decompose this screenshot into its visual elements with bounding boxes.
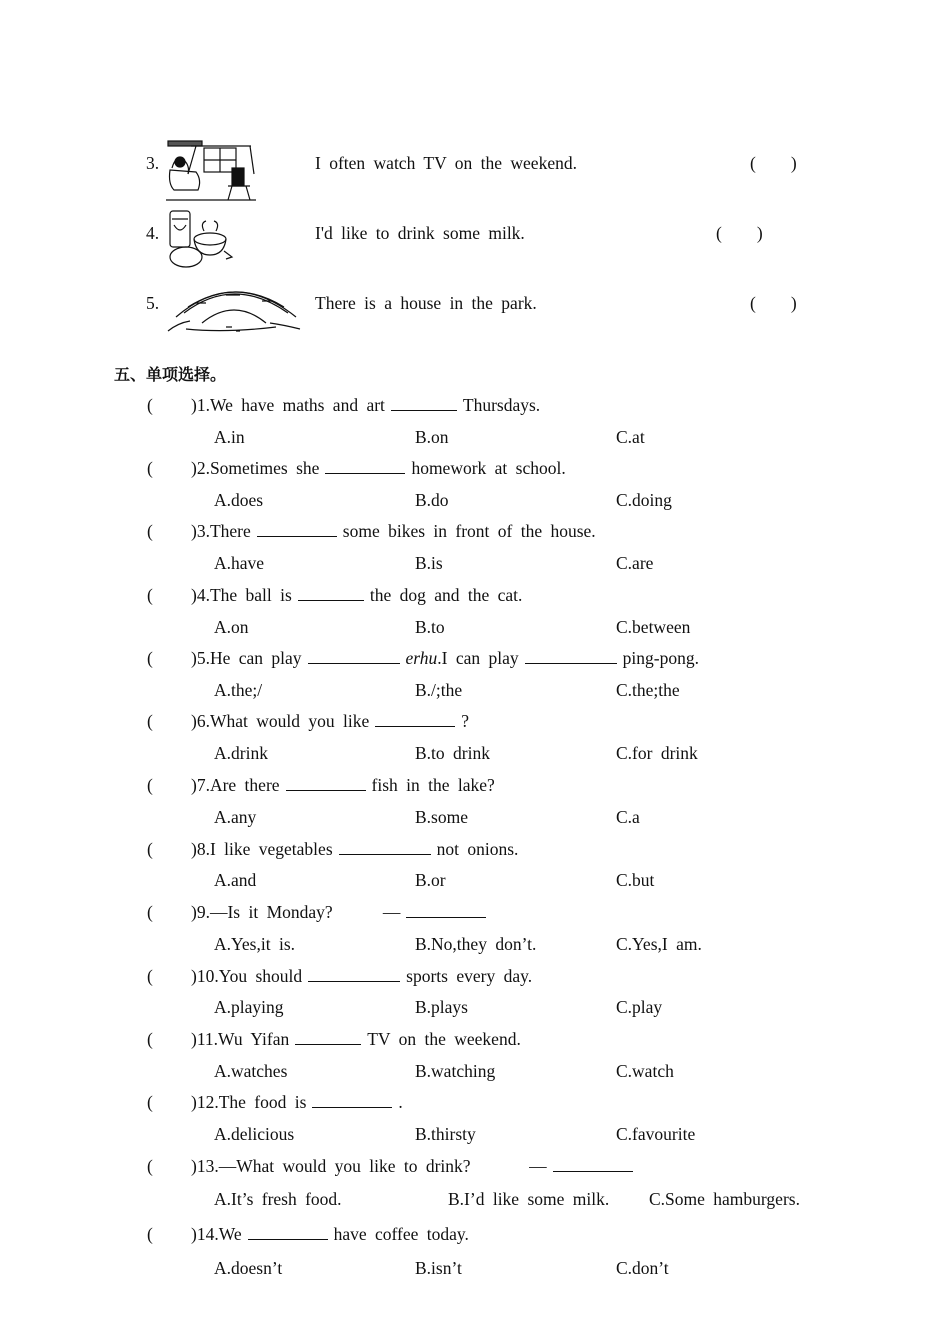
question-text: sports every day. [406,966,533,986]
answer-blank[interactable] [375,711,455,727]
question-text: . [398,1092,403,1112]
question-text: .I can play [437,648,519,668]
question-stem [191,395,540,415]
item-number: 5. [146,293,160,313]
question-text: )1.We have maths and art [191,395,385,415]
answer-bracket-open[interactable]: ( [147,458,153,478]
answer-bracket-open[interactable]: ( [147,1224,153,1244]
option-c[interactable]: C.play [616,997,663,1017]
option-b[interactable]: B.watching [415,1061,496,1081]
question-stem [191,585,522,605]
option-c[interactable]: C.between [616,617,691,637]
option-a[interactable]: A.doesn’t [214,1258,283,1278]
option-c[interactable]: C.doing [616,490,672,510]
question-text: not onions. [436,839,519,859]
question-text-italic: erhu [405,648,438,668]
option-b[interactable]: B.is [415,553,443,573]
question-text: fish in the lake? [371,775,495,795]
section-title: 五、单项选择。 [114,365,227,384]
option-c[interactable]: C.Some hamburgers. [649,1189,800,1209]
answer-blank[interactable] [391,395,457,411]
item-sentence: There is a house in the park. [315,293,537,313]
question-text: some bikes in front of the house. [342,521,596,541]
option-b[interactable]: B.to drink [415,743,490,763]
question-stem [191,458,566,478]
option-a[interactable]: A.delicious [214,1124,295,1144]
option-c[interactable]: C.a [616,807,640,827]
option-c[interactable]: C.but [616,870,655,890]
answer-blank[interactable] [286,775,366,791]
question-text: )3.There [191,521,251,541]
answer-blank[interactable] [308,966,400,982]
question-text: — [332,902,401,922]
question-stem [191,1156,639,1176]
option-a[interactable]: A.on [214,617,249,637]
option-a[interactable]: A.and [214,870,257,890]
option-b[interactable]: B.on [415,427,449,447]
option-b[interactable]: B.or [415,870,446,890]
option-c[interactable]: C.are [616,553,654,573]
option-a[interactable]: A.It’s fresh food. [214,1189,342,1209]
question-stem [191,902,492,922]
answer-bracket[interactable]: ( ) [750,153,797,173]
question-stem [191,521,596,541]
option-b[interactable]: B.to [415,617,445,637]
option-c[interactable]: C.for drink [616,743,698,763]
question-text: ? [461,711,469,731]
answer-bracket-open[interactable]: ( [147,775,153,795]
option-c[interactable]: C.favourite [616,1124,696,1144]
answer-blank[interactable] [308,648,400,664]
answer-bracket[interactable]: ( ) [750,293,797,313]
question-text: )6.What would you like [191,711,370,731]
answer-bracket-open[interactable]: ( [147,711,153,731]
question-stem [191,1224,469,1244]
item-sentence: I'd like to drink some milk. [315,223,525,243]
answer-bracket-open[interactable]: ( [147,395,153,415]
answer-blank[interactable] [525,648,617,664]
question-text: )7.Are there [191,775,280,795]
question-stem [191,1029,521,1049]
option-c[interactable]: C.Yes,I am. [616,934,702,954]
answer-bracket-open[interactable]: ( [147,1092,153,1112]
answer-blank[interactable] [553,1156,633,1172]
question-text: homework at school. [411,458,566,478]
answer-blank[interactable] [312,1092,392,1108]
milk-and-bowl-picture [166,209,236,276]
option-a[interactable]: A.playing [214,997,284,1017]
option-c[interactable]: C.the;the [616,680,680,700]
option-a[interactable]: A.in [214,427,245,447]
question-stem [191,648,699,668]
question-text: )9.—Is it Monday? [191,902,333,922]
question-text: Thursdays. [462,395,541,415]
option-a[interactable]: A.any [214,807,257,827]
item-sentence: I often watch TV on the weekend. [315,153,577,173]
question-stem [191,839,518,859]
question-stem [191,775,495,795]
option-b[interactable]: B.No,they don’t. [415,934,537,954]
option-c[interactable]: C.watch [616,1061,674,1081]
answer-bracket-open[interactable]: ( [147,839,153,859]
question-text: )2.Sometimes she [191,458,320,478]
question-text: )11.Wu Yifan [191,1029,290,1049]
option-a[interactable]: A.drink [214,743,268,763]
answer-bracket-open[interactable]: ( [147,902,153,922]
option-b[interactable]: B.some [415,807,468,827]
option-b[interactable]: B.isn’t [415,1258,462,1278]
option-a[interactable]: A.the;/ [214,680,263,700]
question-stem [191,966,532,986]
question-text: ping-pong. [622,648,699,668]
option-b[interactable]: B.plays [415,997,468,1017]
question-stem [191,1092,403,1112]
answer-blank[interactable] [339,839,431,855]
option-b[interactable]: B.thirsty [415,1124,476,1144]
item-number: 4. [146,223,160,243]
option-c[interactable]: C.don’t [616,1258,669,1278]
option-c[interactable]: C.at [616,427,645,447]
question-text: TV on the weekend. [367,1029,521,1049]
answer-bracket-open[interactable]: ( [147,1029,153,1049]
question-text: — [470,1156,547,1176]
answer-blank[interactable] [248,1224,328,1240]
option-a[interactable]: A.watches [214,1061,288,1081]
item-number: 3. [146,153,160,173]
question-text: )14.We [191,1224,242,1244]
bridge-picture [166,283,302,340]
question-stem [191,711,469,731]
option-a[interactable]: A.Yes,it is. [214,934,295,954]
living-room-tv-picture [166,140,256,207]
answer-blank[interactable] [298,585,364,601]
answer-bracket-open[interactable]: ( [147,966,153,986]
answer-bracket-open[interactable]: ( [147,648,153,668]
question-text: )4.The ball is [191,585,292,605]
option-b[interactable]: B./;the [415,680,463,700]
question-text: )5.He can play [191,648,302,668]
question-text: have coffee today. [333,1224,469,1244]
answer-bracket-open[interactable]: ( [147,521,153,541]
option-b[interactable]: B.I’d like some milk. [448,1189,610,1209]
answer-blank[interactable] [295,1029,361,1045]
question-text: )12.The food is [191,1092,307,1112]
option-a[interactable]: A.does [214,490,264,510]
answer-bracket-open[interactable]: ( [147,585,153,605]
answer-bracket-open[interactable]: ( [147,1156,153,1176]
answer-blank[interactable] [257,521,337,537]
answer-bracket[interactable]: ( ) [716,223,763,243]
option-b[interactable]: B.do [415,490,449,510]
question-text: )8.I like vegetables [191,839,333,859]
answer-blank[interactable] [406,902,486,918]
answer-blank[interactable] [325,458,405,474]
option-a[interactable]: A.have [214,553,265,573]
question-text: the dog and the cat. [369,585,523,605]
question-text: )10.You should [191,966,303,986]
question-text: )13.—What would you like to drink? [191,1156,471,1176]
